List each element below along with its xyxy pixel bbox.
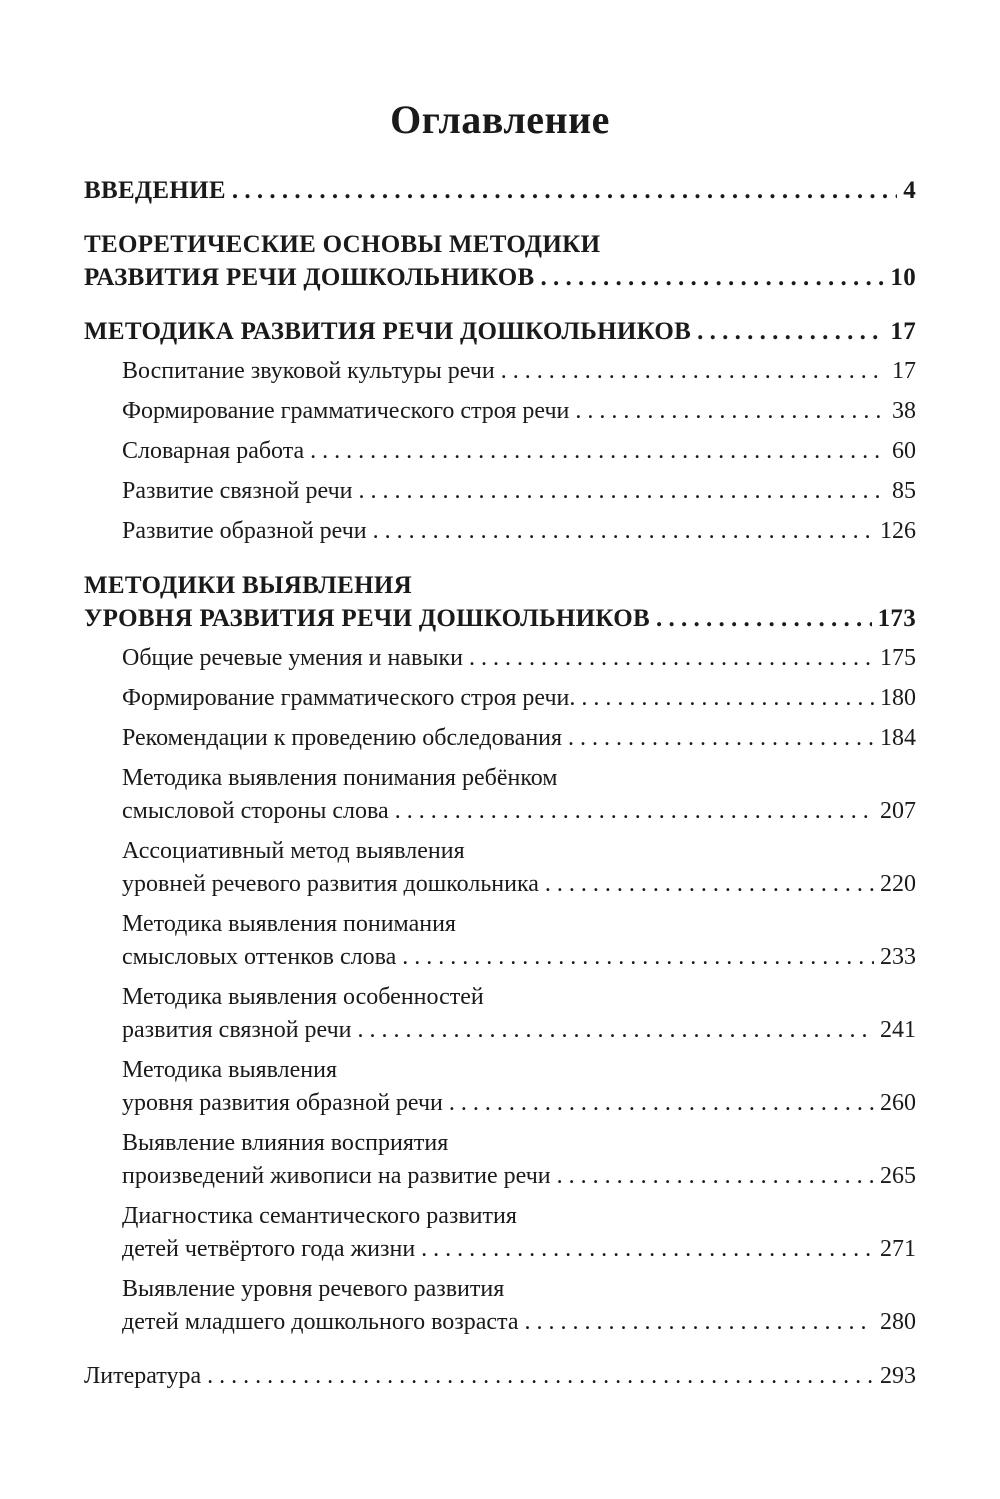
toc-leader-dots bbox=[697, 315, 884, 348]
toc-entry-text: произведений живописи на развитие речи bbox=[122, 1163, 551, 1189]
toc-section-entry[interactable] bbox=[84, 355, 916, 388]
toc-entry-text: МЕТОДИКИ ВЫЯВЛЕНИЯ bbox=[84, 572, 412, 599]
toc-chapter-entry[interactable] bbox=[84, 315, 916, 348]
toc-entry-text: Выявление уровня речевого развития bbox=[122, 1276, 505, 1302]
toc-entry-text: Развитие образной речи bbox=[122, 518, 367, 544]
toc-leader-dots bbox=[469, 642, 874, 675]
toc-leader-dots bbox=[575, 395, 886, 428]
toc-leader-dots bbox=[358, 1014, 874, 1047]
toc-leader-dots bbox=[557, 1160, 874, 1193]
toc-entry-text: Развитие связной речи bbox=[122, 478, 353, 504]
toc-entry-text: ВВЕДЕНИЕ bbox=[84, 177, 226, 204]
toc-leader-dots bbox=[656, 602, 872, 635]
toc-entry-text: детей четвёртого года жизни bbox=[122, 1236, 416, 1262]
toc-section-entry[interactable] bbox=[84, 1127, 916, 1193]
toc-leader-dots bbox=[232, 174, 897, 207]
toc-entry-text: Методика выявления особенностей bbox=[122, 984, 484, 1010]
toc-chapter-entry[interactable] bbox=[84, 228, 916, 294]
toc-leader-dots bbox=[568, 722, 874, 755]
toc-chapter-entry[interactable] bbox=[84, 174, 916, 207]
toc-leader-dots bbox=[207, 1360, 874, 1393]
toc-page-number: 280 bbox=[880, 1309, 916, 1335]
toc-leader-dots bbox=[541, 261, 885, 294]
toc-chapter-entry[interactable] bbox=[84, 569, 916, 635]
toc-leader-dots bbox=[501, 355, 886, 388]
toc-section-entry[interactable] bbox=[84, 981, 916, 1047]
toc-list bbox=[84, 174, 916, 1393]
toc-page-number: 241 bbox=[880, 1017, 916, 1043]
toc-section-entry[interactable] bbox=[84, 515, 916, 548]
toc-section-entry[interactable] bbox=[84, 642, 916, 675]
toc-page-number: 180 bbox=[880, 685, 916, 711]
toc-page-number: 17 bbox=[890, 318, 916, 345]
toc-entry-text: Словарная работа bbox=[122, 438, 305, 464]
toc-page-number: 271 bbox=[880, 1236, 916, 1262]
toc-section-entry[interactable] bbox=[84, 835, 916, 901]
toc-leader-dots bbox=[373, 515, 874, 548]
toc-leader-dots bbox=[581, 682, 874, 715]
toc-entry-text: Выявление влияния восприятия bbox=[122, 1130, 449, 1156]
toc-leader-dots bbox=[402, 941, 874, 974]
toc-entry-text: Литература bbox=[84, 1363, 202, 1389]
toc-leader-dots bbox=[395, 795, 874, 828]
toc-page-number: 38 bbox=[892, 398, 916, 424]
toc-section-entry[interactable] bbox=[84, 395, 916, 428]
toc-page-number: 293 bbox=[880, 1363, 916, 1389]
toc-leader-dots bbox=[545, 868, 874, 901]
toc-entry-text: смысловой стороны слова bbox=[122, 798, 389, 824]
toc-entry-text: Воспитание звуковой культуры речи bbox=[122, 358, 495, 384]
toc-section-entry[interactable] bbox=[84, 722, 916, 755]
toc-page-number: 4 bbox=[903, 177, 916, 204]
toc-entry-text: РАЗВИТИЯ РЕЧИ ДОШКОЛЬНИКОВ bbox=[84, 264, 535, 291]
toc-section-entry[interactable] bbox=[84, 1054, 916, 1120]
toc-entry-text: уровня развития образной речи bbox=[122, 1090, 443, 1116]
toc-leader-dots bbox=[310, 435, 886, 468]
toc-entry-text: Методика выявления bbox=[122, 1057, 338, 1083]
toc-entry-text: Ассоциативный метод выявления bbox=[122, 838, 465, 864]
toc-page-number: 265 bbox=[880, 1163, 916, 1189]
toc-section-entry[interactable] bbox=[84, 475, 916, 508]
toc-entry-text: Формирование грамматического строя речи bbox=[122, 398, 570, 424]
toc-page-number: 126 bbox=[880, 518, 916, 544]
toc-title: Оглавление bbox=[390, 97, 610, 142]
toc-page-number: 173 bbox=[877, 605, 916, 632]
toc-entry-text: УРОВНЯ РАЗВИТИЯ РЕЧИ ДОШКОЛЬНИКОВ bbox=[84, 605, 650, 632]
toc-entry-text: МЕТОДИКА РАЗВИТИЯ РЕЧИ ДОШКОЛЬНИКОВ bbox=[84, 318, 692, 345]
toc-page-number: 10 bbox=[890, 264, 916, 291]
toc-entry-text: Общие речевые умения и навыки bbox=[122, 645, 463, 671]
toc-page-number: 220 bbox=[880, 871, 916, 897]
toc-entry-text: ТЕОРЕТИЧЕСКИЕ ОСНОВЫ МЕТОДИКИ bbox=[84, 231, 601, 258]
table-of-contents bbox=[84, 96, 916, 1393]
toc-section-entry[interactable] bbox=[84, 908, 916, 974]
toc-section-entry[interactable] bbox=[84, 1273, 916, 1339]
toc-entry-text: развития связной речи bbox=[122, 1017, 352, 1043]
toc-page-number: 60 bbox=[892, 438, 916, 464]
toc-section-entry[interactable] bbox=[84, 435, 916, 468]
toc-entry-text: Методика выявления понимания bbox=[122, 911, 456, 937]
toc-entry-text: Методика выявления понимания ребёнком bbox=[122, 765, 558, 791]
toc-entry-text: уровней речевого развития дошкольника bbox=[122, 871, 539, 897]
toc-leader-dots bbox=[358, 475, 886, 508]
toc-section-entry[interactable] bbox=[84, 1200, 916, 1266]
toc-section-entry[interactable] bbox=[84, 682, 916, 715]
toc-entry-text: смысловых оттенков слова bbox=[122, 944, 397, 970]
toc-page-number: 207 bbox=[880, 798, 916, 824]
toc-entry-text: Рекомендации к проведению обследования bbox=[122, 725, 563, 751]
toc-leader-dots bbox=[421, 1233, 874, 1266]
toc-leader-dots bbox=[449, 1087, 874, 1120]
toc-page-number: 260 bbox=[880, 1090, 916, 1116]
toc-entry-text: Диагностика семантического развития bbox=[122, 1203, 517, 1229]
toc-leader-dots bbox=[524, 1306, 874, 1339]
toc-page-number: 85 bbox=[892, 478, 916, 504]
toc-page-number: 175 bbox=[880, 645, 916, 671]
toc-page-number: 17 bbox=[892, 358, 916, 384]
toc-entry-text: Формирование грамматического строя речи. bbox=[122, 685, 576, 711]
toc-entry-text: детей младшего дошкольного возраста bbox=[122, 1309, 519, 1335]
toc-literature-entry[interactable] bbox=[84, 1360, 916, 1393]
toc-section-entry[interactable] bbox=[84, 762, 916, 828]
toc-page-number: 233 bbox=[880, 944, 916, 970]
toc-page-number: 184 bbox=[880, 725, 916, 751]
